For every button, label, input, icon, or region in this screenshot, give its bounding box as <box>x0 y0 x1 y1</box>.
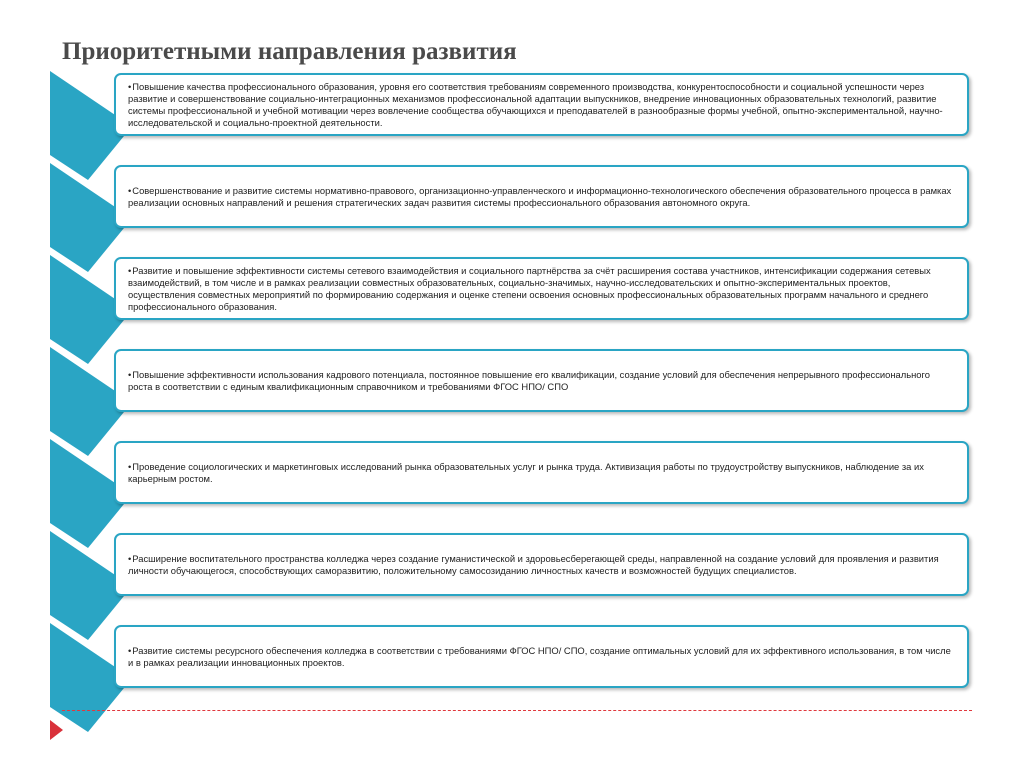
direction-item <box>114 349 969 412</box>
direction-item <box>114 533 969 596</box>
chevron-flow <box>0 0 130 740</box>
direction-text: Проведение социологических и маркетинговых исследований рынка образовательных услуг и рынка труда. Активизация работы по трудоустройству выпускников, наблюдение за их карьерным ростом. <box>128 460 924 484</box>
direction-item <box>114 165 969 228</box>
direction-item <box>114 257 969 320</box>
bullet-icon: • <box>128 460 132 472</box>
direction-text: Расширение воспитательного пространства колледжа через создание гуманистической и здоровьесберегающей среды, направленной на создание условий для проявления и развития личности обучающегося, способствующих саморазвитию, положительному самосозиданию личностных качеств и возможностей будущих специалистов. <box>128 552 939 576</box>
direction-item <box>114 441 969 504</box>
chevron-step <box>50 347 124 456</box>
page-title: Приоритетными направления развития <box>62 38 517 65</box>
bullet-icon: • <box>128 368 132 380</box>
direction-item <box>114 625 969 688</box>
bullet-icon: • <box>128 552 132 564</box>
divider-line <box>62 710 972 711</box>
direction-item <box>114 73 969 136</box>
chevron-step <box>50 439 124 548</box>
direction-text: Повышение эффективности использования кадрового потенциала, постоянное повышение его квалификации, создание условий для обеспечения непрерывного профессионального роста в соответствии с единым квалификационным справочником и требованиями ФГОС НПО/ СПО <box>128 368 930 392</box>
bullet-icon: • <box>128 184 132 196</box>
bullet-icon: • <box>128 264 132 276</box>
chevron-step <box>50 71 124 180</box>
chevron-step <box>50 255 124 364</box>
direction-text: Повышение качества профессионального образования, уровня его соответствия требованиям современного производства, конкурентоспособности и социальной успешности через развитие и совершенствование социально-интеграционных механизмов профессиональной адаптации выпускников, внедрение инновационных образовательных технологий, развитие системы профессиональной и учебной мотивации через вовлечение сообщества обучающихся и преподавателей в разнообразные формы учебной, опытно-экспериментальной, научно-исследовательской и социально-проектной деятельности. <box>128 80 943 128</box>
direction-text: Совершенствование и развитие системы нормативно-правового, организационно-управленческого и информационно-технологического обеспечения образовательного процесса в рамках реализации основных направлений и решения стратегических задач развития системы профессионального образования автономного округа. <box>128 184 952 208</box>
direction-text: Развитие системы ресурсного обеспечения колледжа в соответствии с требованиями ФГОС НПО/ СПО, создание оптимальных условий для их эффективного использования, в том числе и в рамках реализации инновационных проектов. <box>128 644 951 668</box>
direction-text: Развитие и повышение эффективности системы сетевого взаимодействия и социального партнёрства за счёт расширения состава участников, интенсификации содержания сетевых взаимодействий, в том числе и в рамках реализации совместных образовательных, социально-значимых, научно-исследовательских и опытно-экспериментальных проектов, осуществления совместных мероприятий по формированию содержания и оценке степени освоения основных профессиональных образовательных программ начального и среднего профессионального образования. <box>128 264 931 312</box>
triangle-marker-icon <box>50 720 63 740</box>
bullet-icon: • <box>128 644 132 656</box>
chevron-step <box>50 163 124 272</box>
bullet-icon: • <box>128 80 132 92</box>
chevron-step <box>50 531 124 640</box>
chevron-step <box>50 623 124 732</box>
